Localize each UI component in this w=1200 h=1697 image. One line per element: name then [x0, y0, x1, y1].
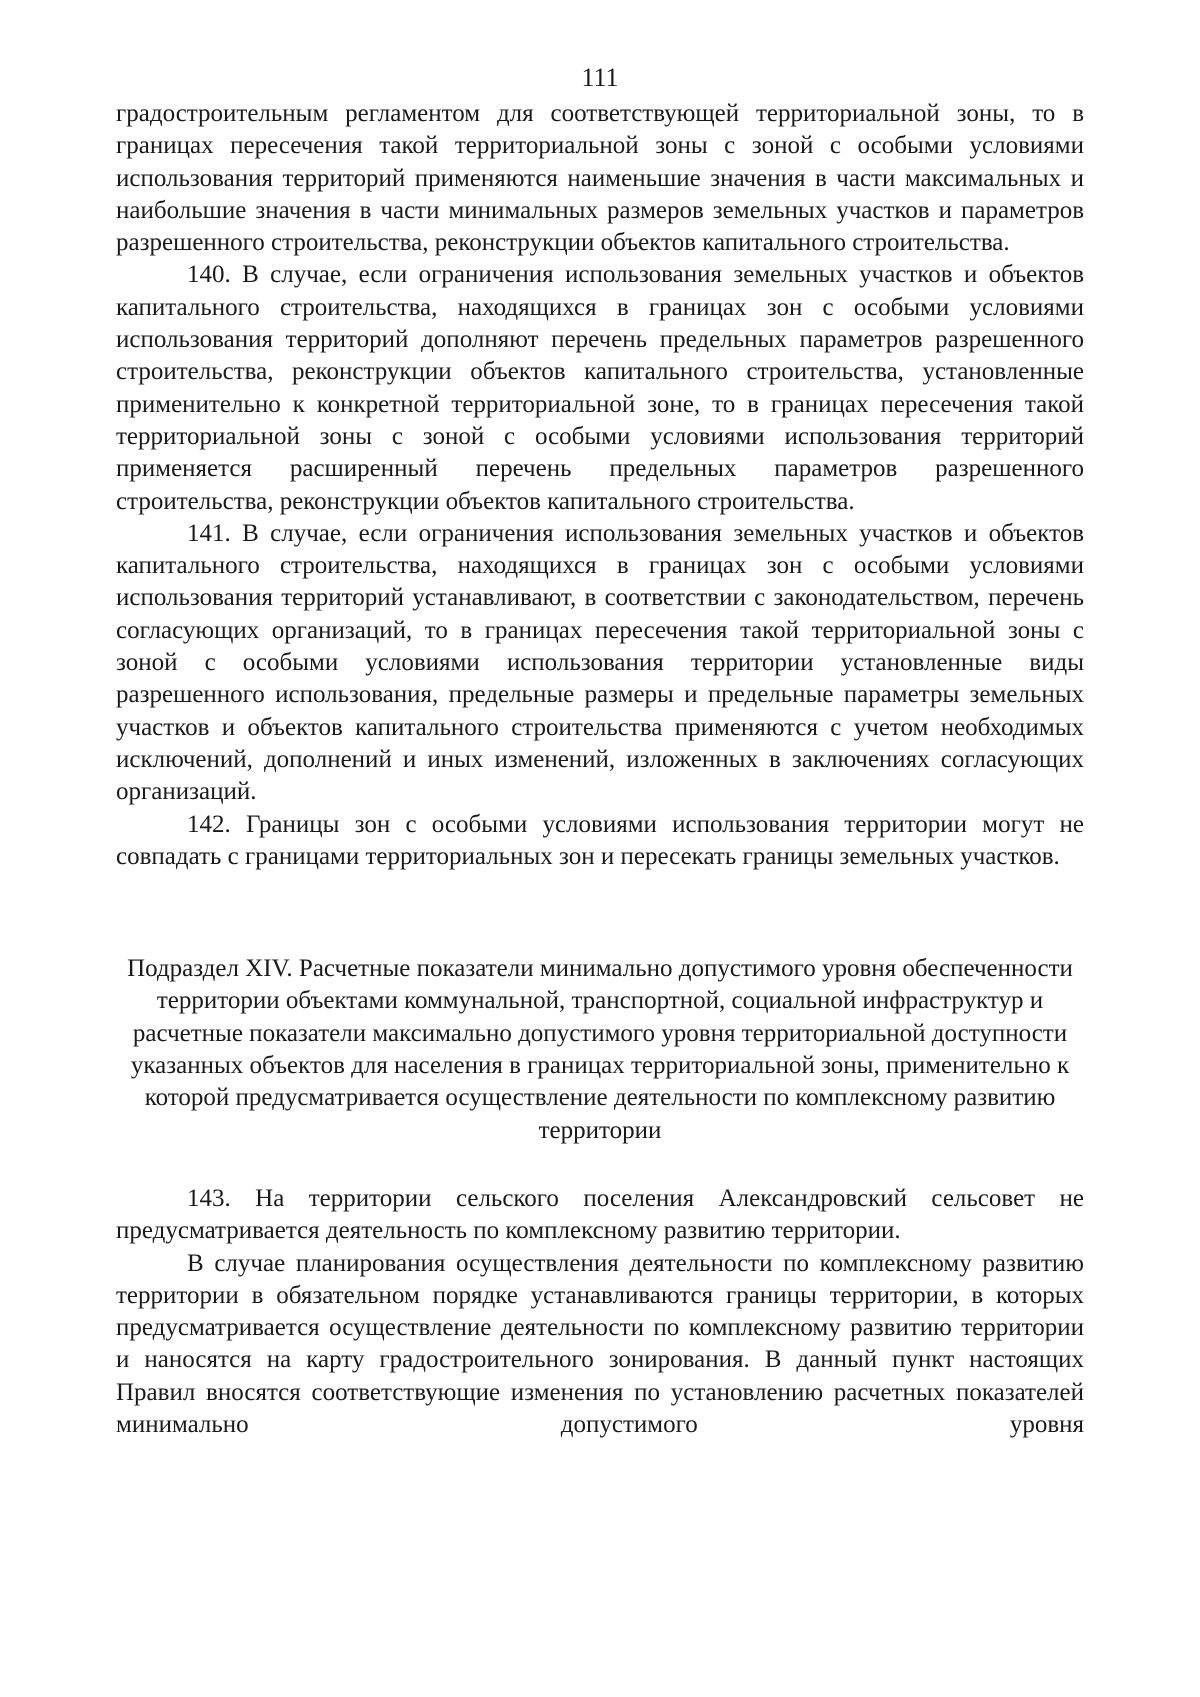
document-page	[116, 62, 1084, 1441]
page-number: 111	[581, 63, 619, 92]
paragraph-planning-case: В случае планирования осуществления деятельности по комплексному развитию территории в обязательном порядке устанавливаются границы территории, в которых предусматривается осуществление деятельности по комплексному развитию территории и наносятся на карту градостроительного зонирования. В данный пункт настоящих Правил вносятся соответствующие изменения по установлению расчетных показателей минимально допустимого уровня	[116, 1249, 1084, 1438]
paragraph-140: 140. В случае, если ограничения использования земельных участков и объектов капитального строительства, находящихся в границах зон с особыми условиями использования территорий дополняют перечень предельных параметров разрешенного строительства, реконструкции объектов капитального строительства, установленные применительно к конкретной территориальной зоне, то в границах пересечения такой территориальной зоны с зоной с особыми условиями использования территорий применяется расширенный перечень предельных параметров разрешенного строительства, реконструкции объектов капитального строительства.	[116, 261, 1084, 515]
subsection-heading: Подраздел XIV. Расчетные показатели минимально допустимого уровня обеспеченности территории объектами коммунальной, транспортной, социальной инфраструктур и расчетные показатели максимально допустимого уровня территориальной доступности указанных объектов для населения в границах территориальной зоны, применительно к которой предусматривается осуществление деятельности по комплексному развитию территории	[127, 955, 1073, 1144]
paragraph-continuation: градостроительным регламентом для соответствующей территориальной зоны, то в границах пересечения такой территориальной зоны с зоной с особыми условиями использования территорий применяются наименьшие значения в части максимальных и наибольшие значения в части минимальных размеров земельных участков и параметров разрешенного строительства, реконструкции объектов капитального строительства.	[116, 100, 1084, 257]
paragraph-143: 143. На территории сельского поселения Александровский сельсовет не предусматривается деятельность по комплексному развитию территории.	[116, 1184, 1084, 1245]
paragraph-141: 141. В случае, если ограничения использования земельных участков и объектов капитального строительства, находящихся в границах зон с особыми условиями использования территорий устанавливают, в соответствии с законодательством, перечень согласующих организаций, то в границах пересечения такой территориальной зоны с зоной с особыми условиями использования территории установленные виды разрешенного использования, предельные размеры и предельные параметры земельных участков и объектов капитального строительства применяются с учетом необходимых исключений, дополнений и иных изменений, изложенных в заключениях согласующих организаций.	[116, 519, 1084, 806]
paragraph-142: 142. Границы зон с особыми условиями использования территории могут не совпадать с границами территориальных зон и пересекать границы земельных участков.	[116, 810, 1084, 870]
